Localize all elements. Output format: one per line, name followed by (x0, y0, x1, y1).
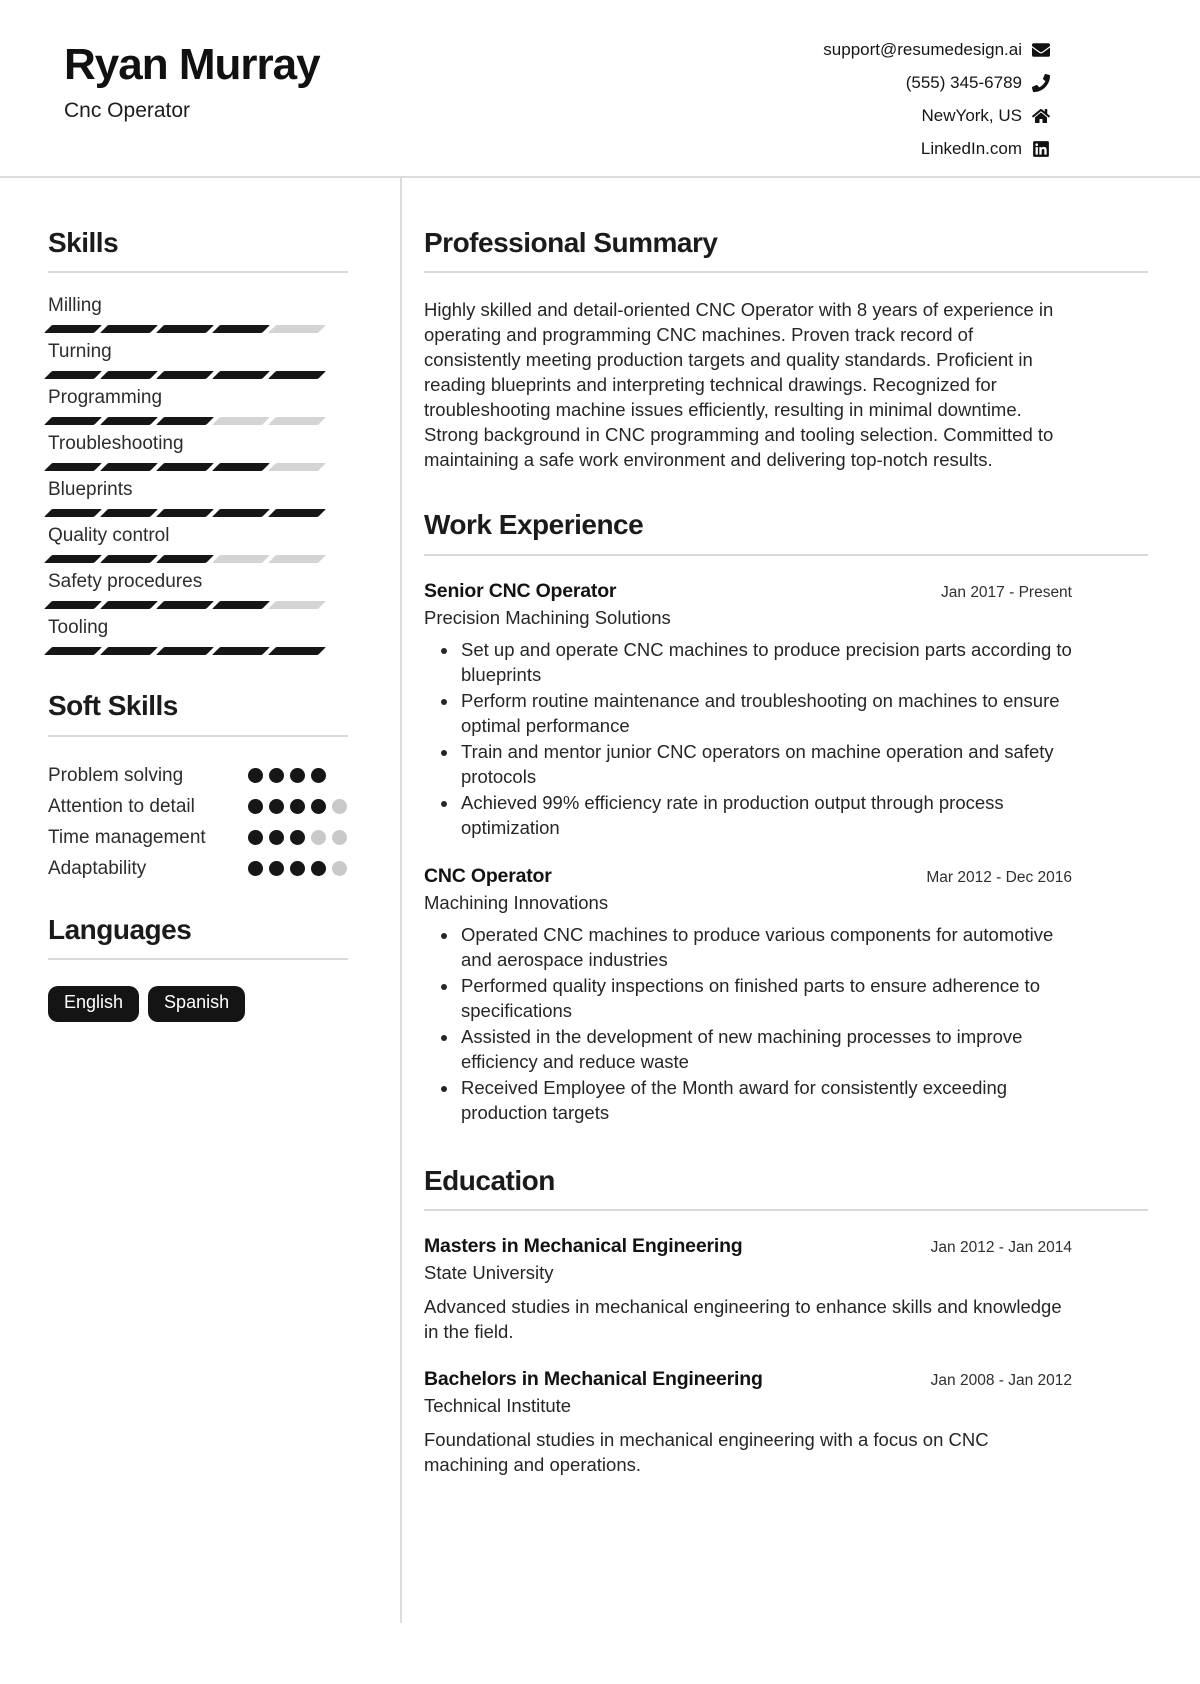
contact-text: support@resumedesign.ai (823, 40, 1022, 59)
dot-filled (290, 861, 305, 876)
phone-icon (1032, 74, 1050, 92)
school-name: State University (424, 1262, 554, 1284)
section-underline (424, 1209, 1148, 1211)
soft-skill-name: Attention to detail (48, 795, 195, 817)
contact-text: NewYork, US (921, 106, 1022, 125)
section-underline (424, 271, 1148, 273)
job-bullet: • Operated CNC machines to produce various components for automotive and aerospace industries (459, 922, 1072, 973)
soft-skill-dots (248, 823, 348, 852)
dot-filled (269, 861, 284, 876)
bar-segment-filled (44, 325, 102, 333)
soft-skill-row (48, 761, 348, 790)
job-title-text: Senior CNC Operator (424, 579, 617, 602)
language-pill: English (48, 986, 139, 1022)
soft-skill-name: Adaptability (48, 857, 147, 879)
bar-segment-filled (44, 647, 102, 655)
soft-skill-row (48, 823, 348, 852)
summary-text: Highly skilled and detail-oriented CNC Operator with 8 years of experience in operating and programming CNC machines. Proven track record of consistently meeting production targets and quality standards. Proficient in reading blueprints and interpreting technical drawings. Recognized for troubleshooting machine issues efficiently, resulting in minimal downtime. Strong background in CNC programming and tooling selection. Committed to maintaining a safe work environment and delivering top-notch results. (424, 299, 1054, 471)
dot-filled (311, 861, 326, 876)
dot-filled (248, 861, 263, 876)
bar-segment-empty (268, 463, 326, 471)
degree-text: Masters in Mechanical Engineering (424, 1235, 743, 1258)
summary-section (424, 228, 1148, 472)
skill-name: Turning (48, 341, 112, 363)
skill-item (48, 571, 348, 609)
skill-item (48, 479, 348, 517)
contact-row (823, 139, 1050, 159)
job-bullet: • Assisted in the development of new machining processes to improve efficiency and reduce waste (459, 1024, 1072, 1075)
bar-segment-filled (156, 417, 214, 425)
section-underline (48, 271, 348, 273)
languages-heading: Languages (48, 913, 192, 945)
candidate-name: Ryan Murray (64, 40, 320, 89)
job-bullet: • Performed quality inspections on finished parts to ensure adherence to specifications (459, 973, 1072, 1024)
soft-skill-row (48, 792, 348, 821)
bar-segment-filled (100, 555, 158, 563)
skill-name: Quality control (48, 525, 170, 547)
identity-block (64, 38, 320, 123)
bar-segment-filled (156, 555, 214, 563)
skill-level-bar (48, 325, 348, 333)
dot-filled (269, 799, 284, 814)
education-heading: Education (424, 1164, 555, 1196)
dot-filled (248, 830, 263, 845)
soft-skill-name: Time management (48, 826, 206, 848)
linkedin-icon (1032, 140, 1050, 158)
dot-empty (311, 830, 326, 845)
job-dates: Jan 2017 - Present (941, 583, 1072, 601)
bar-segment-filled (156, 647, 214, 655)
bar-segment-filled (156, 371, 214, 379)
contact-text: (555) 345-6789 (905, 73, 1022, 92)
education-dates: Jan 2008 - Jan 2012 (930, 1372, 1072, 1390)
soft-skill-dots (248, 854, 348, 883)
bar-segment-empty (212, 555, 270, 563)
bar-segment-empty (268, 417, 326, 425)
education-entry (424, 1368, 1072, 1477)
skill-name: Blueprints (48, 479, 133, 501)
skill-item (48, 295, 348, 333)
bar-segment-filled (212, 371, 270, 379)
soft-skills-section (48, 691, 348, 882)
degree-text: Bachelors in Mechanical Engineering (424, 1368, 763, 1391)
school-name: Technical Institute (424, 1395, 572, 1417)
skill-level-bar (48, 601, 348, 609)
section-underline (424, 554, 1148, 556)
job-entry-header (424, 865, 1072, 888)
dot-filled (269, 830, 284, 845)
skill-item (48, 525, 348, 563)
skills-list (48, 295, 348, 655)
education-section (424, 1166, 1148, 1477)
skill-level-bar (48, 371, 348, 379)
bar-segment-empty (268, 555, 326, 563)
content-columns (0, 178, 1200, 1623)
bar-segment-empty (268, 325, 326, 333)
job-entry (424, 580, 1072, 841)
bar-segment-filled (44, 601, 102, 609)
header (0, 0, 1200, 178)
bar-segment-empty (268, 601, 326, 609)
soft-skill-row (48, 854, 348, 883)
job-bullet: • Set up and operate CNC machines to produce precision parts according to blueprints (459, 637, 1072, 688)
skill-item (48, 341, 348, 379)
candidate-job-title: Cnc Operator (64, 99, 191, 123)
bar-segment-filled (44, 509, 102, 517)
skill-item (48, 617, 348, 655)
work-experience-section (424, 510, 1148, 1125)
contact-list (823, 38, 1050, 172)
language-pill: Spanish (148, 986, 245, 1022)
soft-skill-name: Problem solving (48, 764, 184, 786)
contact-row (823, 40, 1050, 60)
job-bullet: • Received Employee of the Month award for consistently exceeding production targets (459, 1075, 1072, 1126)
skills-section (48, 228, 348, 655)
bar-segment-filled (44, 417, 102, 425)
section-underline (48, 735, 348, 737)
skills-heading: Skills (48, 227, 119, 258)
contact-row (823, 73, 1050, 93)
bar-segment-filled (156, 509, 214, 517)
dot-filled (290, 830, 305, 845)
soft-skills-heading: Soft Skills (48, 690, 178, 722)
bar-segment-filled (156, 601, 214, 609)
skill-level-bar (48, 555, 348, 563)
work-experience-heading: Work Experience (424, 509, 644, 541)
skill-name: Safety procedures (48, 571, 203, 593)
skill-level-bar (48, 509, 348, 517)
job-bullet: • Train and mentor junior CNC operators on machine operation and safety protocols (459, 739, 1072, 790)
dot-empty (332, 861, 347, 876)
skill-level-bar (48, 417, 348, 425)
dot-filled (311, 799, 326, 814)
job-bullet: • Achieved 99% efficiency rate in production output through process optimization (459, 790, 1072, 841)
job-company: Precision Machining Solutions (424, 606, 671, 628)
bar-segment-filled (44, 555, 102, 563)
bar-segment-filled (212, 509, 270, 517)
education-list (424, 1235, 1148, 1477)
education-entry-header (424, 1368, 1072, 1391)
bar-segment-filled (44, 463, 102, 471)
bar-segment-filled (156, 325, 214, 333)
skill-level-bar (48, 647, 348, 655)
bar-segment-filled (212, 601, 270, 609)
sidebar (0, 178, 402, 1623)
dot-filled (269, 768, 284, 783)
soft-skill-dots (248, 761, 348, 790)
contact-row (823, 106, 1050, 126)
main-content (402, 178, 1200, 1623)
job-bullet-list (424, 922, 1072, 1126)
dot-empty (332, 799, 347, 814)
bar-segment-filled (44, 371, 102, 379)
skill-level-bar (48, 463, 348, 471)
dot-filled (290, 768, 305, 783)
home-icon (1032, 107, 1050, 125)
bar-segment-empty (212, 417, 270, 425)
bar-segment-filled (212, 325, 270, 333)
jobs-list (424, 580, 1148, 1126)
bar-segment-filled (268, 371, 326, 379)
soft-skills-list (48, 761, 348, 883)
bar-segment-filled (100, 509, 158, 517)
email-icon (1032, 41, 1050, 59)
education-dates: Jan 2012 - Jan 2014 (930, 1239, 1072, 1257)
skill-item (48, 387, 348, 425)
job-company: Machining Innovations (424, 891, 609, 913)
education-entry (424, 1235, 1072, 1344)
bar-segment-filled (100, 601, 158, 609)
bar-segment-filled (100, 463, 158, 471)
summary-heading: Professional Summary (424, 227, 718, 258)
job-title-text: CNC Operator (424, 864, 552, 887)
skill-name: Programming (48, 387, 163, 409)
job-bullet-list (424, 637, 1072, 841)
languages-section (48, 915, 348, 1022)
bar-segment-filled (212, 463, 270, 471)
bar-segment-filled (100, 647, 158, 655)
soft-skill-dots (248, 792, 348, 821)
contact-text: LinkedIn.com (920, 139, 1022, 158)
education-description: Advanced studies in mechanical engineering to enhance skills and knowledge in the field. (424, 1296, 1062, 1343)
languages-list (48, 986, 348, 1022)
bar-segment-filled (156, 463, 214, 471)
dot-filled (311, 768, 326, 783)
skill-name: Milling (48, 295, 102, 317)
bar-segment-filled (100, 325, 158, 333)
bar-segment-filled (268, 647, 326, 655)
bar-segment-filled (268, 509, 326, 517)
skill-name: Tooling (48, 617, 109, 639)
job-dates: Mar 2012 - Dec 2016 (926, 868, 1072, 886)
dot-empty (332, 830, 347, 845)
skill-name: Troubleshooting (48, 433, 184, 455)
skill-item (48, 433, 348, 471)
dot-filled (248, 799, 263, 814)
bar-segment-filled (100, 417, 158, 425)
job-entry (424, 865, 1072, 1126)
job-entry-header (424, 580, 1072, 603)
education-entry-header (424, 1235, 1072, 1258)
job-bullet: • Perform routine maintenance and troubleshooting on machines to ensure optimal performance (459, 688, 1072, 739)
bar-segment-filled (100, 371, 158, 379)
bar-segment-filled (212, 647, 270, 655)
dot-filled (290, 799, 305, 814)
section-underline (48, 958, 348, 960)
education-description: Foundational studies in mechanical engineering with a focus on CNC machining and operations. (424, 1429, 989, 1476)
dot-filled (248, 768, 263, 783)
